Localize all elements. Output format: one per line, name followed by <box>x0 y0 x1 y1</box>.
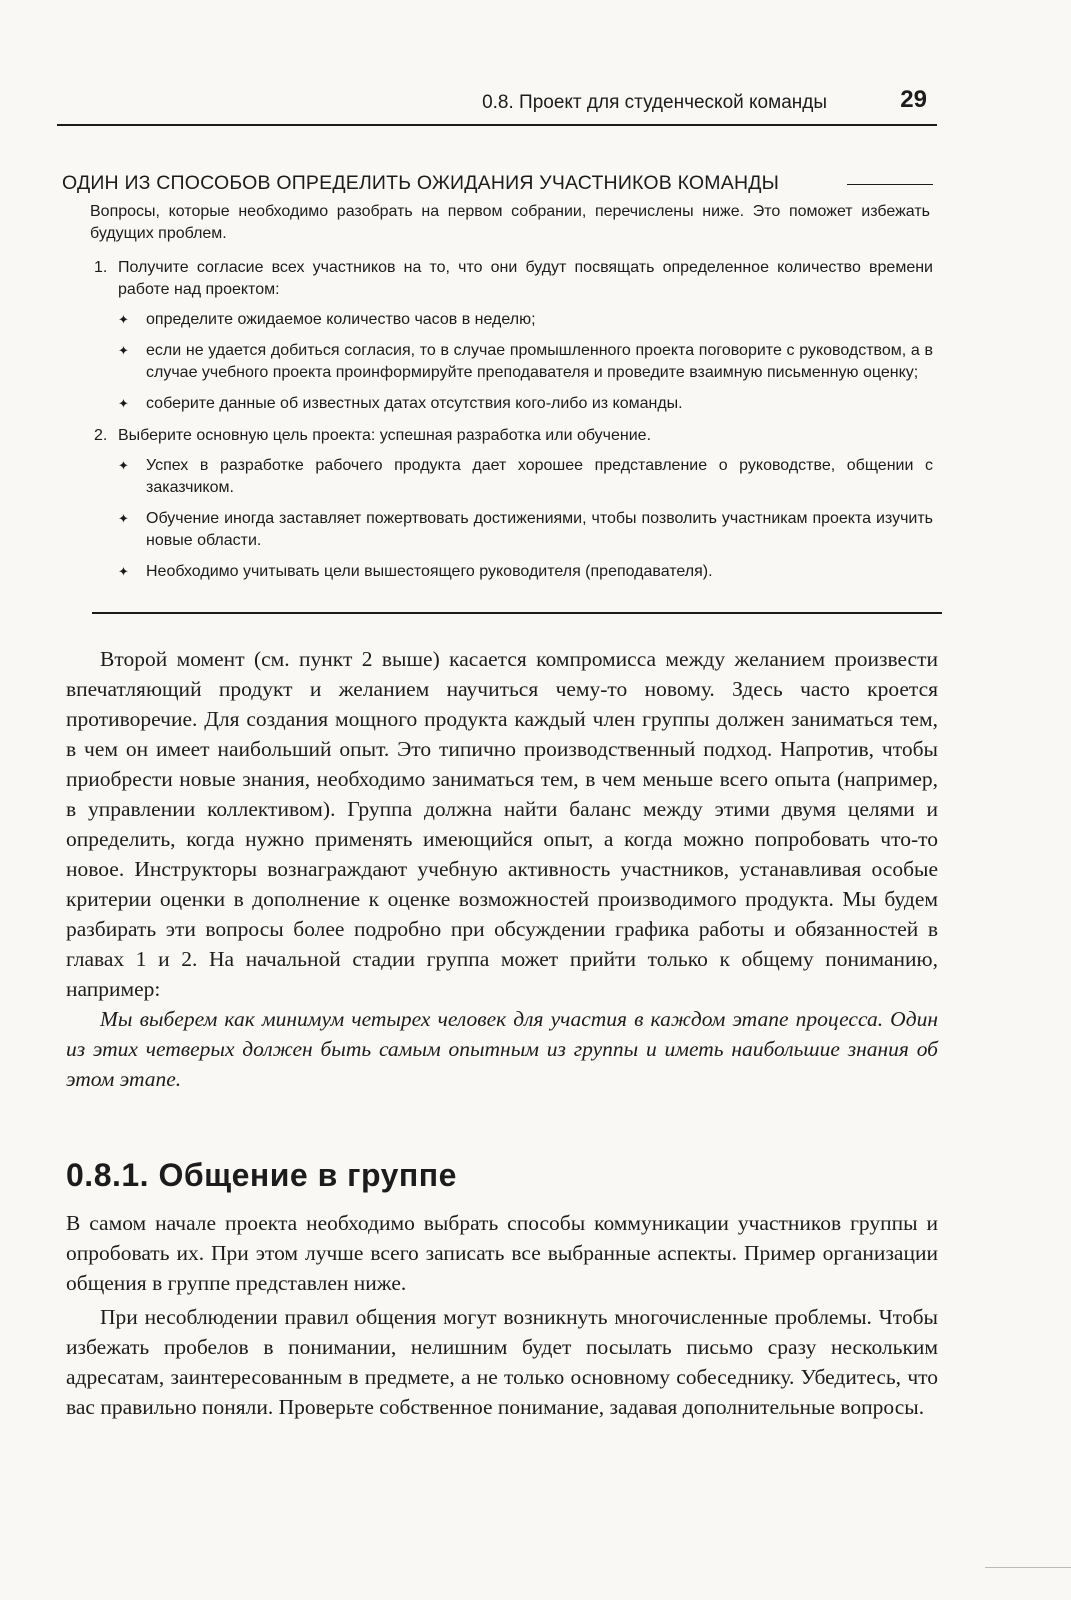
bullet-text: определите ожидаемое количество часов в неделю; <box>146 311 536 328</box>
running-title: 0.8. Проект для студенческой команды <box>482 92 827 113</box>
item-number: 2. <box>94 427 108 444</box>
item-text: Выберите основную цель проекта: успешная разработка или обучение. <box>118 427 652 444</box>
example-quote: Мы выберем как минимум четырех человек для участия в каждом этапе процесса. Один из этих четверых должен быть самым опытным из группы и иметь наибольшие знания об этом этапе. <box>66 1007 938 1091</box>
bullet-icon: ✦ <box>118 564 129 579</box>
sidebar-title-rule <box>847 184 933 185</box>
bullet-item <box>118 561 933 583</box>
running-header <box>57 84 937 126</box>
item-text: Получите согласие всех участников на то, что они будут посвящать определенное количество времени работе над проектом: <box>118 259 933 298</box>
sidebar-bottom-rule <box>92 612 942 614</box>
numbered-list <box>90 257 942 583</box>
section-heading: 0.8.1. Общение в группе <box>66 1157 457 1193</box>
bullet-item <box>118 508 933 552</box>
bullet-icon: ✦ <box>118 312 129 327</box>
bullet-icon: ✦ <box>118 511 129 526</box>
bullet-list <box>118 455 933 583</box>
section-text <box>66 1208 938 1426</box>
bullet-item <box>118 340 933 384</box>
bullet-icon: ✦ <box>118 343 129 358</box>
bullet-text: соберите данные об известных датах отсутствия кого-либо из команды. <box>146 395 683 412</box>
bullet-icon: ✦ <box>118 458 129 473</box>
bullet-text: Необходимо учитывать цели вышестоящего руководителя (преподавателя). <box>146 563 713 580</box>
scan-edge-mark <box>985 1567 1071 1568</box>
bullet-list <box>118 309 933 415</box>
item-number: 1. <box>94 259 108 276</box>
bullet-text: Успех в разработке рабочего продукта дает хорошее представление о руководстве, общении с заказчиком. <box>146 457 933 496</box>
sidebar-title <box>62 172 942 195</box>
bullet-item <box>118 393 933 415</box>
sidebar-box <box>62 172 942 593</box>
section-paragraph: При несоблюдении правил общения могут возникнуть многочисленные проблемы. Чтобы избежать пробелов в понимании, нелишним будет посылать письмо сразу нескольким адресатам, заинтересованным в предмете, а не только основному собеседнику. Убедитесь, что вас правильно поняли. Проверьте собственное понимание, задавая дополнительные вопросы. <box>66 1305 938 1419</box>
bullet-item <box>118 455 933 499</box>
numbered-item <box>90 425 933 583</box>
numbered-item <box>90 257 933 415</box>
page-number: 29 <box>900 86 927 113</box>
bullet-text: если не удается добиться согласия, то в случае промышленного проекта поговорите с руководством, а в случае учебного проекта проинформируйте преподавателя и проведите взаимную письменную оценку; <box>146 342 933 381</box>
bullet-text: Обучение иногда заставляет пожертвовать достижениями, чтобы позволить участникам проекта изучить новые области. <box>146 510 933 549</box>
sidebar-intro: Вопросы, которые необходимо разобрать на первом собрании, перечислены ниже. Это поможет избежать будущих проблем. <box>90 203 930 242</box>
section-paragraph: В самом начале проекта необходимо выбрать способы коммуникации участников группы и опробовать их. При этом лучше всего записать все выбранные аспекты. Пример организации общения в группе представлен ниже. <box>66 1211 938 1295</box>
bullet-item <box>118 309 933 331</box>
main-text <box>66 644 938 1094</box>
sidebar-body <box>62 201 942 583</box>
sidebar-title-text: ОДИН ИЗ СПОСОБОВ ОПРЕДЕЛИТЬ ОЖИДАНИЯ УЧАСТНИКОВ КОМАНДЫ <box>62 172 780 194</box>
body-paragraph: Второй момент (см. пункт 2 выше) касается компромисса между желанием произвести впечатляющий продукт и желанием научиться чему-то новому. Здесь часто кроется противоречие. Для создания мощного продукта каждый член группы должен заниматься тем, в чем он имеет наибольший опыт. Это типично производственный подход. Напротив, чтобы приобрести новые знания, необходимо заниматься тем, в чем меньше всего опыта (например, в управлении коллективом). Группа должна найти баланс между этими двумя целями и определить, когда нужно применять имеющийся опыт, а когда можно попробовать что-то новое. Инструкторы вознаграждают учебную активность участников, устанавливая особые критерии оценки в дополнение к оценке возможностей производимого продукта. Мы будем разбирать эти вопросы более подробно при обсуждении графика работы и обязанностей в главах 1 и 2. На начальной стадии группа может прийти только к общему пониманию, например: <box>66 647 938 1001</box>
bullet-icon: ✦ <box>118 396 129 411</box>
